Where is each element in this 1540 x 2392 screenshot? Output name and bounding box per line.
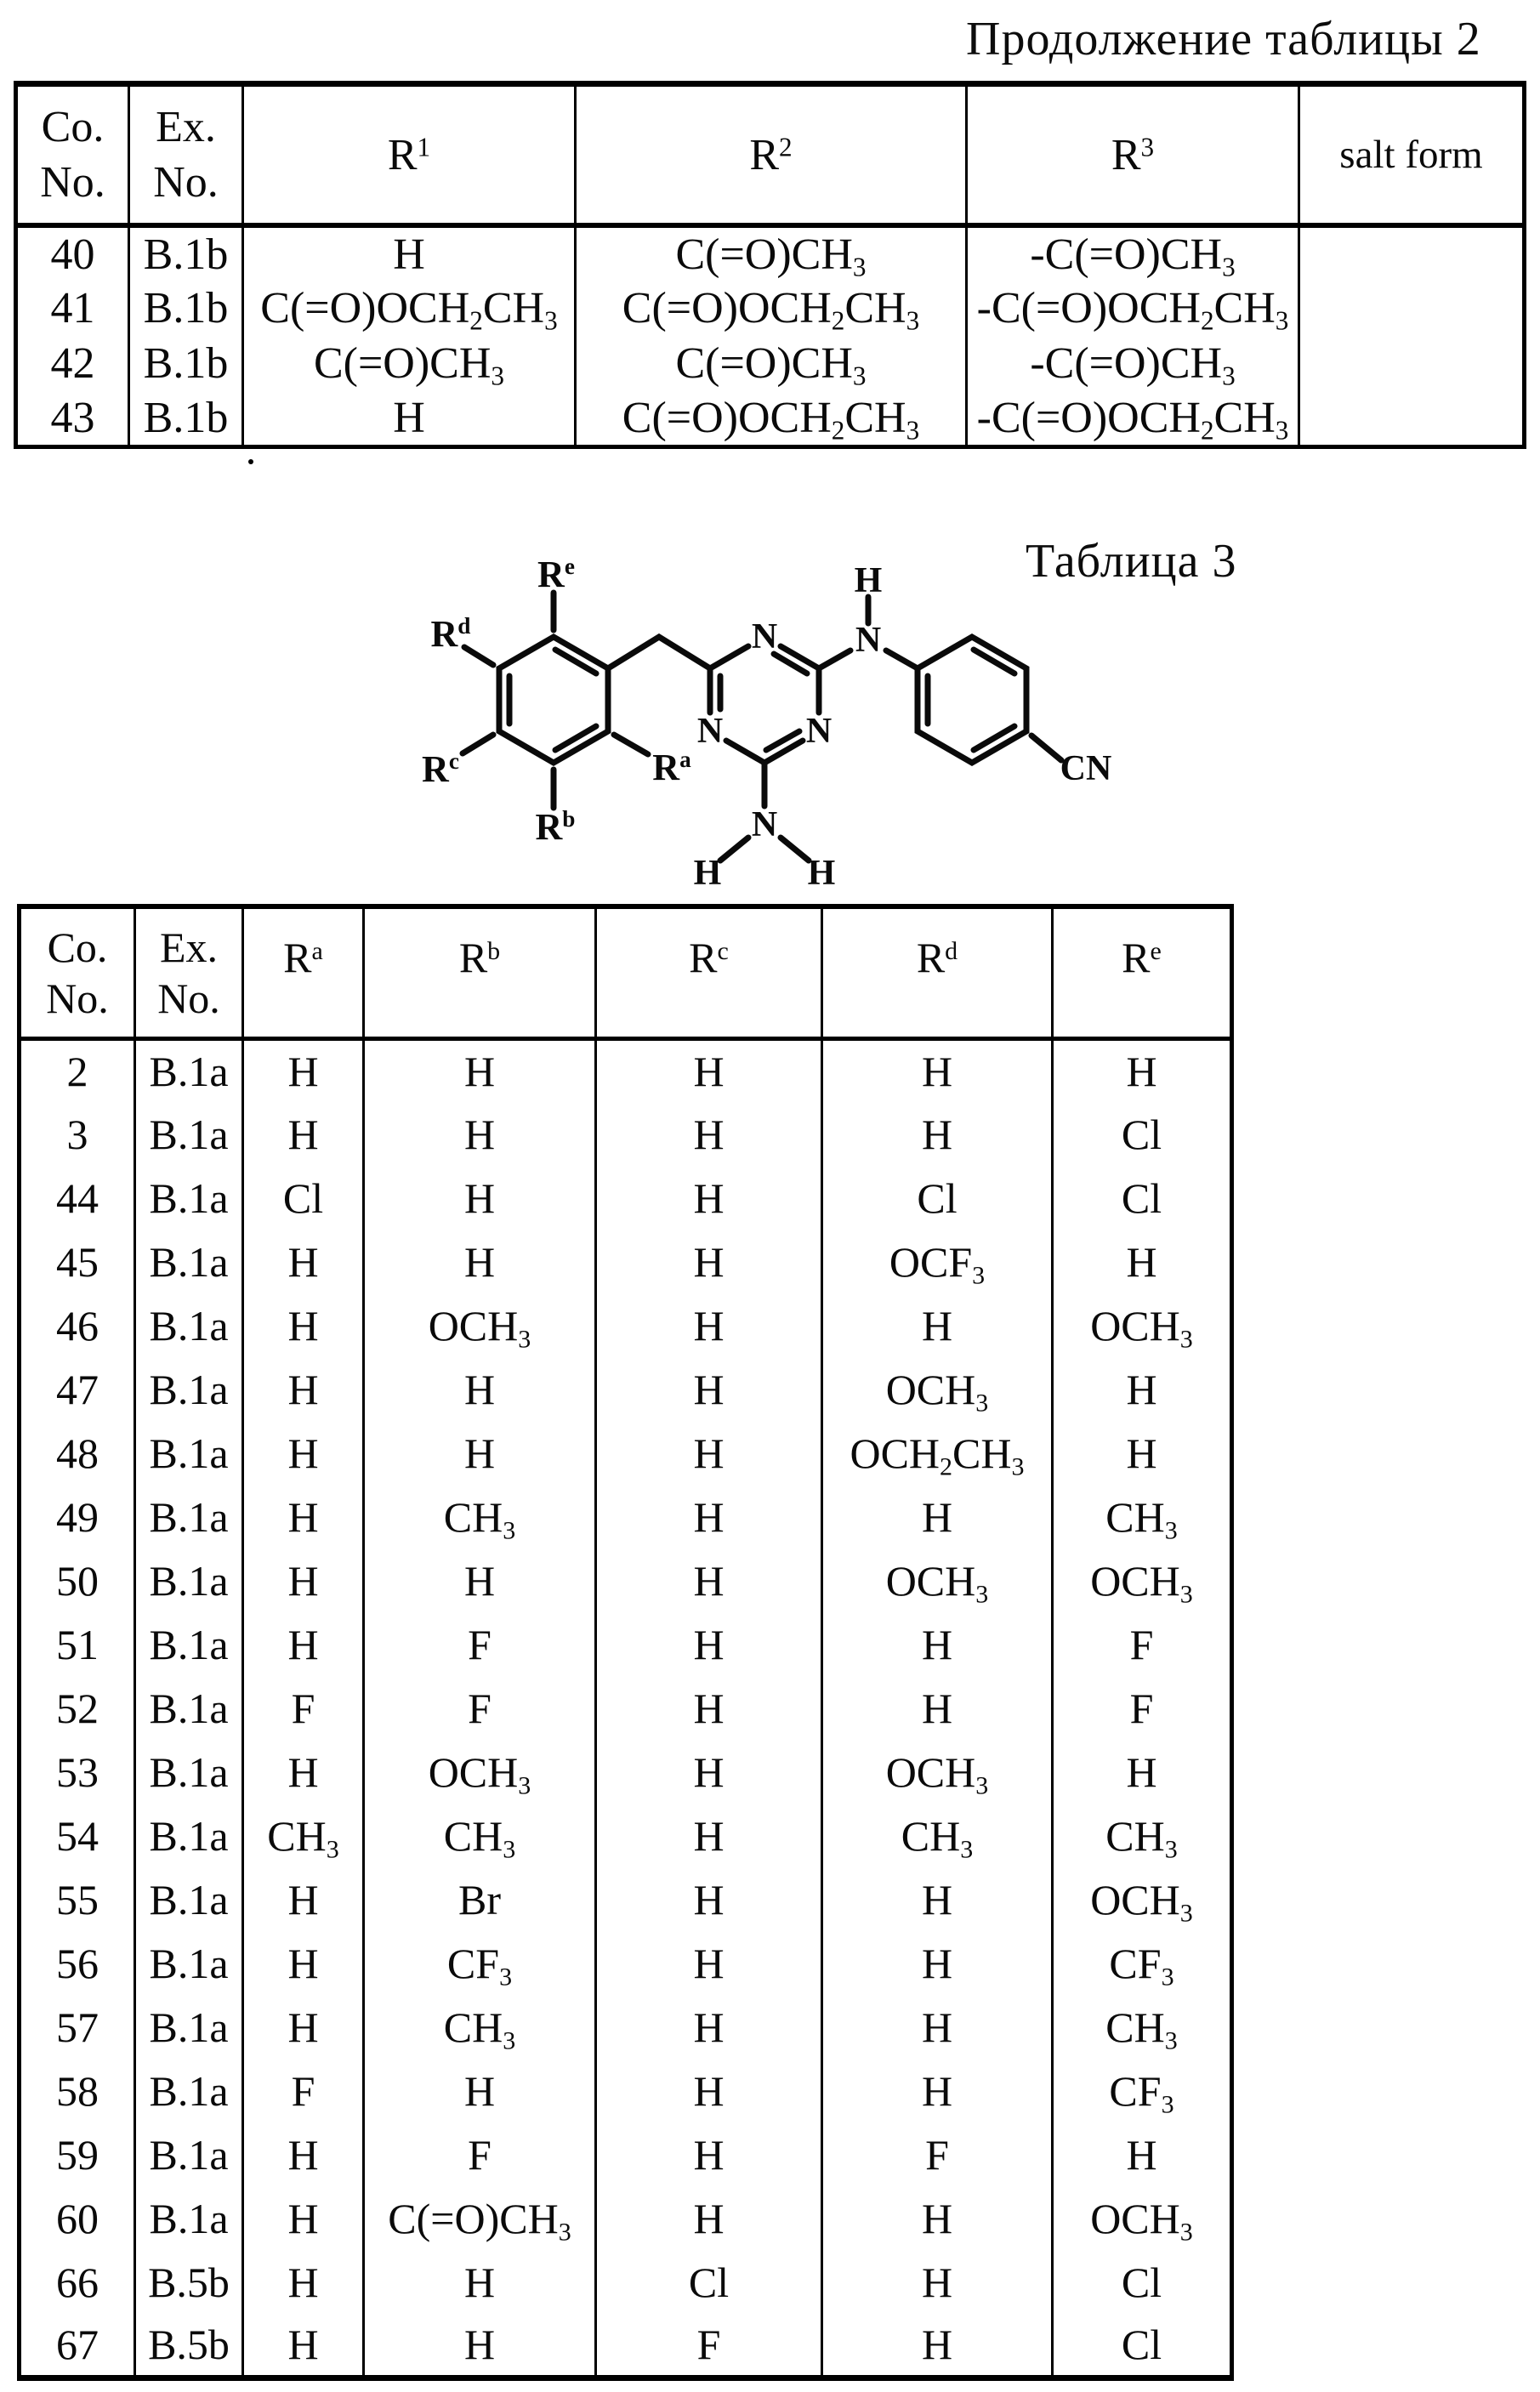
cell-ra: H	[243, 1996, 364, 2060]
cell-rc: H	[596, 1677, 822, 1741]
cell-ex: B.1a	[135, 1677, 243, 1741]
amino-n-label: N	[751, 805, 778, 844]
cell-rd: $OCH_3$	[822, 1549, 1053, 1613]
cell-co: 44	[20, 1167, 135, 1230]
cell-ex: B.1b	[129, 391, 243, 446]
stray-mark	[248, 459, 253, 464]
cell-ra: H	[243, 2187, 364, 2251]
table3-title: Таблица 3	[1026, 535, 1237, 588]
cell-re: $CF_3$	[1053, 1932, 1232, 1996]
cell-ex: B.1b	[129, 281, 243, 336]
table-row	[20, 1294, 1232, 1358]
table3-header	[20, 906, 1232, 1039]
cell-ra: F	[243, 1677, 364, 1741]
cell-co: 2	[20, 1039, 135, 1103]
cell-rb: H	[364, 2315, 596, 2378]
table-row	[20, 1804, 1232, 1868]
cell-rd: H	[822, 1613, 1053, 1677]
cell-co: 41	[16, 281, 129, 336]
cell-ex: B.1a	[135, 1294, 243, 1358]
cell-rb: H	[364, 1358, 596, 1422]
cell-rc: Cl	[596, 2251, 822, 2315]
cell-re: Cl	[1053, 1103, 1232, 1167]
substituent-label-re: $R^e$	[537, 554, 575, 595]
cell-co: 60	[20, 2187, 135, 2251]
cell-re: F	[1053, 1613, 1232, 1677]
cell-rd: H	[822, 1103, 1053, 1167]
table-row	[20, 2187, 1232, 2251]
cell-ra: H	[243, 2315, 364, 2378]
table-row	[20, 2123, 1232, 2187]
cell-rc: H	[596, 1486, 822, 1549]
cell-re: H	[1053, 1039, 1232, 1103]
cell-rd: $OCH_2CH_3$	[822, 1422, 1053, 1486]
cell-rb: F	[364, 1677, 596, 1741]
cell-salt	[1299, 225, 1525, 281]
cell-re: $CH_3$	[1053, 1486, 1232, 1549]
table-row	[20, 1358, 1232, 1422]
cell-rb: $C(=O)CH_3$	[364, 2187, 596, 2251]
cell-ra: H	[243, 1230, 364, 1294]
cell-ex: B.1a	[135, 1613, 243, 1677]
cell-rb: $CH_3$	[364, 1486, 596, 1549]
cell-ra: H	[243, 1294, 364, 1358]
cell-ex: B.1a	[135, 1103, 243, 1167]
cell-salt	[1299, 281, 1525, 336]
table-row	[20, 2060, 1232, 2123]
cell-rd: H	[822, 1486, 1053, 1549]
table2-body	[16, 225, 1525, 446]
cell-rb: H	[364, 1039, 596, 1103]
cell-ra: H	[243, 1358, 364, 1422]
cell-ra: H	[243, 1932, 364, 1996]
cell-r1: H	[243, 225, 576, 281]
cell-co: 3	[20, 1103, 135, 1167]
cell-ra: $CH_3$	[243, 1804, 364, 1868]
substituent-label-rb: $R^b$	[535, 806, 576, 848]
cell-ex: B.1a	[135, 2060, 243, 2123]
cell-co: 47	[20, 1358, 135, 1422]
cell-rc: H	[596, 1804, 822, 1868]
table3-body	[20, 1039, 1232, 2378]
cell-rb: $CH_3$	[364, 1996, 596, 2060]
cell-ra: H	[243, 2123, 364, 2187]
cell-rd: H	[822, 2060, 1053, 2123]
cell-re: $OCH_3$	[1053, 2187, 1232, 2251]
col-header-r3: $R^3$	[967, 84, 1299, 226]
cell-r2: $C(=O)OCH_2CH_3$	[576, 391, 967, 446]
cell-rb: H	[364, 2060, 596, 2123]
table-row	[20, 1486, 1232, 1549]
cell-rb: Br	[364, 1868, 596, 1932]
cell-ex: B.1a	[135, 2123, 243, 2187]
table-row	[20, 2315, 1232, 2378]
cell-rb: H	[364, 1549, 596, 1613]
cell-r3: $-C(=O)OCH_2CH_3$	[967, 391, 1299, 446]
table-row	[20, 1741, 1232, 1804]
chemical-structure	[366, 544, 1131, 910]
cell-re: H	[1053, 1358, 1232, 1422]
amino-h-right-label: H	[807, 854, 836, 893]
cell-rb: $CH_3$	[364, 1804, 596, 1868]
cell-rc: H	[596, 1741, 822, 1804]
cell-re: $CH_3$	[1053, 1996, 1232, 2060]
table-row	[20, 906, 1232, 1039]
table-row	[20, 1103, 1232, 1167]
cell-co: 56	[20, 1932, 135, 1996]
cell-rc: H	[596, 1230, 822, 1294]
cell-ex: B.1a	[135, 1039, 243, 1103]
cell-ex: B.1a	[135, 1486, 243, 1549]
cell-r2: $C(=O)CH_3$	[576, 336, 967, 391]
table-row	[20, 1996, 1232, 2060]
cell-co: 51	[20, 1613, 135, 1677]
cell-co: 57	[20, 1996, 135, 2060]
cell-ex: B.1a	[135, 1996, 243, 2060]
table-row	[20, 1677, 1232, 1741]
substituent-label-rd: $R^d$	[430, 613, 471, 655]
cell-ex: B.1a	[135, 1868, 243, 1932]
cell-co: 66	[20, 2251, 135, 2315]
col-header-rd: $R^d$	[822, 906, 1053, 1039]
cell-rb: $CF_3$	[364, 1932, 596, 1996]
cell-rd: $OCF_3$	[822, 1230, 1053, 1294]
table-row	[20, 1932, 1232, 1996]
cell-rc: H	[596, 1358, 822, 1422]
cell-rc: H	[596, 1932, 822, 1996]
cell-rd: H	[822, 2315, 1053, 2378]
cell-ex: B.1b	[129, 225, 243, 281]
anilino-n-label: N	[855, 621, 882, 660]
anilino-h-label: H	[854, 561, 883, 600]
nitrile-cn-label: CN	[1060, 749, 1112, 788]
cell-co: 43	[16, 391, 129, 446]
cell-rb: H	[364, 1103, 596, 1167]
col-header-rc: $R^c$	[596, 906, 822, 1039]
cell-rc: H	[596, 1039, 822, 1103]
cell-rd: F	[822, 2123, 1053, 2187]
cell-re: Cl	[1053, 1167, 1232, 1230]
cell-ex: B.1a	[135, 1932, 243, 1996]
cell-rd: H	[822, 1039, 1053, 1103]
cell-re: $CF_3$	[1053, 2060, 1232, 2123]
table2-header	[16, 84, 1525, 226]
cell-re: $CH_3$	[1053, 1804, 1232, 1868]
cell-r1: $C(=O)OCH_2CH_3$	[243, 281, 576, 336]
cell-re: F	[1053, 1677, 1232, 1741]
cell-r3: $-C(=O)CH_3$	[967, 336, 1299, 391]
cell-ex: B.1a	[135, 1230, 243, 1294]
cell-rb: H	[364, 2251, 596, 2315]
cell-ra: H	[243, 1422, 364, 1486]
cell-co: 42	[16, 336, 129, 391]
cell-re: $OCH_3$	[1053, 1868, 1232, 1932]
table-row	[20, 2251, 1232, 2315]
cell-r1: $C(=O)CH_3$	[243, 336, 576, 391]
cell-rd: H	[822, 2251, 1053, 2315]
col-header-r1: $R^1$	[243, 84, 576, 226]
cell-rd: H	[822, 1294, 1053, 1358]
cell-re: H	[1053, 2123, 1232, 2187]
cell-rc: F	[596, 2315, 822, 2378]
cell-salt	[1299, 391, 1525, 446]
cell-ra: H	[243, 1039, 364, 1103]
cell-co: 54	[20, 1804, 135, 1868]
cell-co: 48	[20, 1422, 135, 1486]
cell-ra: H	[243, 1868, 364, 1932]
cell-rd: $OCH_3$	[822, 1358, 1053, 1422]
cell-co: 50	[20, 1549, 135, 1613]
table-row	[20, 1167, 1232, 1230]
cell-rc: H	[596, 1868, 822, 1932]
substituent-label-rc: $R^c$	[422, 748, 459, 790]
cell-ex: B.1b	[129, 336, 243, 391]
table-row	[20, 1868, 1232, 1932]
cell-ex: B.1a	[135, 1741, 243, 1804]
cell-rd: $OCH_3$	[822, 1741, 1053, 1804]
table-row	[16, 84, 1525, 226]
cell-ra: H	[243, 2251, 364, 2315]
cell-rc: H	[596, 2187, 822, 2251]
cell-ex: B.1a	[135, 1422, 243, 1486]
cell-re: $OCH_3$	[1053, 1549, 1232, 1613]
cell-ex: B.1a	[135, 1358, 243, 1422]
col-header-re: $R^e$	[1053, 906, 1232, 1039]
cell-re: Cl	[1053, 2251, 1232, 2315]
cell-rd: $CH_3$	[822, 1804, 1053, 1868]
cell-r2: $C(=O)CH_3$	[576, 225, 967, 281]
triazine-n-right-label: N	[805, 712, 833, 751]
cell-co: 59	[20, 2123, 135, 2187]
cell-ex: B.1a	[135, 2187, 243, 2251]
table-row	[16, 336, 1525, 391]
col-header-co-no: Co. No.	[16, 84, 129, 226]
cell-salt	[1299, 336, 1525, 391]
cell-ra: H	[243, 1741, 364, 1804]
cell-co: 49	[20, 1486, 135, 1549]
cell-rb: H	[364, 1422, 596, 1486]
cell-rb: H	[364, 1167, 596, 1230]
cell-rd: H	[822, 1932, 1053, 1996]
substituent-label-ra: $R^a$	[652, 747, 691, 788]
cell-re: H	[1053, 1741, 1232, 1804]
col-header-ex-no: Ex. No.	[135, 906, 243, 1039]
cell-ex: B.1a	[135, 1549, 243, 1613]
cell-ex: B.1a	[135, 1167, 243, 1230]
cell-ex: B.1a	[135, 1804, 243, 1868]
cell-rb: F	[364, 2123, 596, 2187]
cell-rb: H	[364, 1230, 596, 1294]
col-header-salt-form: salt form	[1299, 84, 1525, 226]
cell-rb: $OCH_3$	[364, 1741, 596, 1804]
cell-co: 58	[20, 2060, 135, 2123]
cell-ra: Cl	[243, 1167, 364, 1230]
table2-continuation-title: Продолжение таблицы 2	[966, 13, 1481, 65]
amino-h-left-label: H	[693, 854, 722, 893]
cell-rc: H	[596, 1613, 822, 1677]
cell-co: 67	[20, 2315, 135, 2378]
cell-rc: H	[596, 1294, 822, 1358]
cell-re: H	[1053, 1230, 1232, 1294]
cell-ra: H	[243, 1103, 364, 1167]
cell-ra: H	[243, 1549, 364, 1613]
col-header-co-no: Co. No.	[20, 906, 135, 1039]
cell-rd: H	[822, 1996, 1053, 2060]
cell-rc: H	[596, 1167, 822, 1230]
table-row	[20, 1039, 1232, 1103]
cell-co: 45	[20, 1230, 135, 1294]
cell-r3: $-C(=O)CH_3$	[967, 225, 1299, 281]
cell-ra: H	[243, 1486, 364, 1549]
table-row	[16, 225, 1525, 281]
cell-r2: $C(=O)OCH_2CH_3$	[576, 281, 967, 336]
cell-ra: H	[243, 1613, 364, 1677]
cell-r1: H	[243, 391, 576, 446]
cell-ra: F	[243, 2060, 364, 2123]
cell-r3: $-C(=O)OCH_2CH_3$	[967, 281, 1299, 336]
cell-rd: H	[822, 1868, 1053, 1932]
cell-rc: H	[596, 1996, 822, 2060]
table-row	[20, 1549, 1232, 1613]
structure-drawing	[366, 544, 1131, 910]
cell-re: H	[1053, 1422, 1232, 1486]
cell-co: 55	[20, 1868, 135, 1932]
cell-rc: H	[596, 1549, 822, 1613]
cell-rd: H	[822, 2187, 1053, 2251]
cell-co: 53	[20, 1741, 135, 1804]
col-header-rb: $R^b$	[364, 906, 596, 1039]
col-header-ex-no: Ex. No.	[129, 84, 243, 226]
cell-rd: Cl	[822, 1167, 1053, 1230]
table-row	[16, 391, 1525, 446]
cell-rc: H	[596, 1422, 822, 1486]
cell-rd: H	[822, 1677, 1053, 1741]
table2-continuation	[14, 81, 1526, 449]
cell-rc: H	[596, 2123, 822, 2187]
cell-rc: H	[596, 1103, 822, 1167]
cell-re: Cl	[1053, 2315, 1232, 2378]
cell-re: $OCH_3$	[1053, 1294, 1232, 1358]
col-header-ra: $R^a$	[243, 906, 364, 1039]
cell-co: 52	[20, 1677, 135, 1741]
table-row	[20, 1613, 1232, 1677]
cell-co: 40	[16, 225, 129, 281]
col-header-r2: $R^2$	[576, 84, 967, 226]
table-row	[20, 1230, 1232, 1294]
table-row	[20, 1422, 1232, 1486]
cell-co: 46	[20, 1294, 135, 1358]
triazine-n-left-label: N	[696, 712, 724, 751]
cell-rb: F	[364, 1613, 596, 1677]
cell-ex: B.5b	[135, 2315, 243, 2378]
cell-rb: $OCH_3$	[364, 1294, 596, 1358]
triazine-n-top-label: N	[751, 617, 778, 656]
table-row	[16, 281, 1525, 336]
cell-rc: H	[596, 2060, 822, 2123]
cell-ex: B.5b	[135, 2251, 243, 2315]
table3	[17, 904, 1234, 2381]
